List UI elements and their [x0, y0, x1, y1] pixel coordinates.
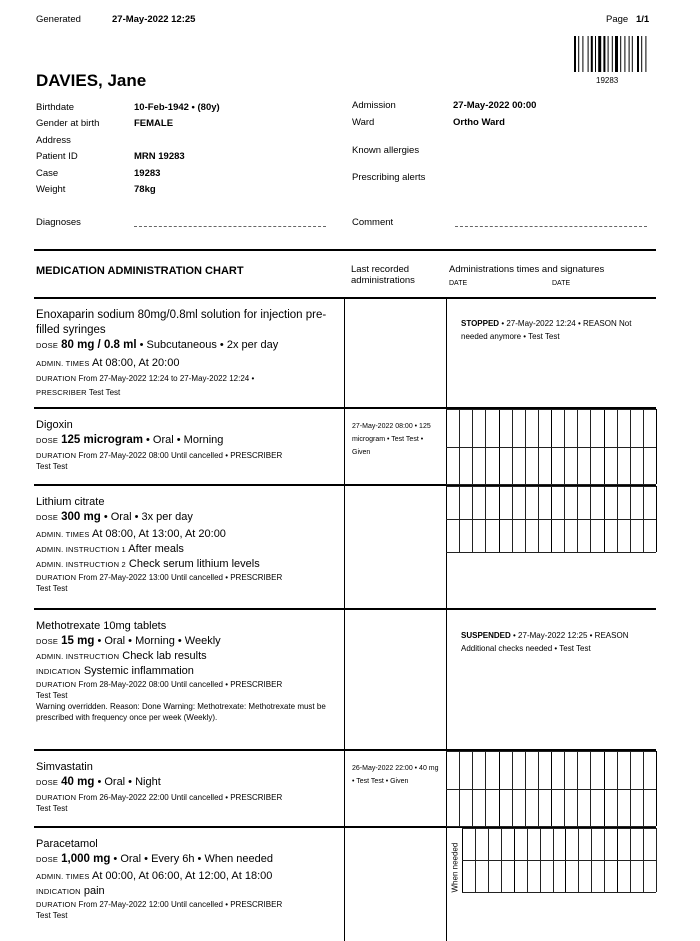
field-value: [134, 133, 220, 149]
indication-value: Systemic inflammation: [83, 665, 194, 677]
med-name: Simvastatin: [36, 761, 93, 773]
barcode-bar: [574, 36, 576, 72]
field-label: Birthdate: [36, 102, 75, 113]
duration-label: DURATION: [36, 451, 77, 460]
instruction-value: Check lab results: [122, 650, 207, 662]
grid-row-line: [446, 519, 656, 520]
med-name: Methotrexate 10mg tablets: [36, 620, 167, 632]
dose-label: DOSE: [36, 637, 59, 646]
instruction-value: After meals: [128, 543, 184, 555]
dose-label: DOSE: [36, 341, 59, 350]
admission-value: 27-May-2022 00:00: [453, 100, 537, 111]
prescriber-value: Test Test: [36, 462, 68, 471]
barcode-bar: [632, 36, 633, 72]
grid-row-line: [446, 484, 656, 485]
barcode-bar: [641, 36, 642, 72]
prescriber-value: Test Test: [36, 691, 68, 700]
field-value: 10-Feb-1942 • (80y): [134, 102, 220, 113]
dose-rest: • Oral • Every 6h • When needed: [113, 853, 273, 865]
dose-label: DOSE: [36, 778, 59, 787]
field-label: Patient ID: [36, 151, 78, 163]
instruction-value: Check serum lithium levels: [128, 558, 260, 570]
when-needed-label-box: [448, 836, 462, 896]
barcode-bar: [591, 36, 593, 72]
dose-label: DOSE: [36, 855, 59, 864]
dose-label: DOSE: [36, 436, 59, 445]
medication-block: [36, 837, 336, 921]
comment-line: [455, 226, 647, 227]
grid-column-line: [656, 486, 657, 552]
barcode-bar: [598, 36, 601, 72]
prescriber-value: Test Test: [36, 584, 68, 593]
dose-value: 300 mg: [61, 511, 101, 523]
diagnoses-line: [134, 226, 326, 227]
grid-row-line: [462, 860, 656, 861]
barcode-bar: [615, 36, 618, 72]
field-value: FEMALE: [134, 118, 174, 130]
barcode-bar: [612, 36, 613, 72]
duration-label: DURATION: [36, 680, 77, 689]
grid-row-line: [446, 751, 656, 752]
medication-block: [36, 418, 336, 472]
status-label: SUSPENDED: [461, 631, 511, 640]
admin-times-value: At 00:00, At 06:00, At 12:00, At 18:00: [91, 870, 273, 882]
indication-label: INDICATION: [36, 667, 81, 676]
instruction-label: ADMIN. INSTRUCTION 2: [36, 560, 126, 569]
page-value: 1/1: [636, 14, 650, 25]
alerts-label: Prescribing alerts: [352, 172, 426, 183]
grid-column-line: [656, 409, 657, 484]
page-label: Page: [606, 14, 629, 25]
duration-value: From 26-May-2022 22:00 Until cancelled • PRESCRIBER: [78, 793, 283, 802]
grid-row-line: [446, 409, 656, 410]
col-admin-header: Administrations times and signatures: [449, 264, 605, 275]
med-name: Enoxaparin sodium 80mg/0.8ml solution for injection pre-filled syringes: [36, 309, 327, 336]
last-administration: 26-May-2022 22:00 • 40 mg • Test Test • Given: [352, 765, 439, 785]
grid-row-line: [446, 552, 656, 553]
duration-value: From 27-May-2022 12:00 Until cancelled • PRESCRIBER: [78, 900, 283, 909]
admin-times-value: At 08:00, At 13:00, At 20:00: [91, 528, 226, 540]
status-text: • 27-May-2022 12:25 • REASON Additional checks needed • Test Test: [461, 631, 629, 653]
generated-label: Generated: [36, 14, 81, 25]
barcode-number: 19283: [596, 76, 619, 85]
diagnoses-label: Diagnoses: [36, 217, 81, 228]
status-note: [461, 629, 641, 655]
grid-row-line: [446, 789, 656, 790]
dose-label: DOSE: [36, 513, 59, 522]
field-value: 78kg: [134, 184, 156, 196]
dose-rest: • Subcutaneous • 2x per day: [139, 339, 279, 351]
barcode-bar: [595, 36, 596, 72]
medication-block: [36, 619, 336, 723]
duration-value: From 27-May-2022 12:24 to 27-May-2022 12:24 •: [78, 374, 255, 383]
dose-rest: • Oral • 3x per day: [103, 511, 193, 523]
grid-row-line: [462, 892, 656, 893]
duration-value: From 28-May-2022 08:00 Until cancelled • PRESCRIBER: [78, 680, 283, 689]
date-label: DATE: [552, 280, 571, 287]
patient-fields-left-values: [134, 100, 220, 198]
barcode-bar: [578, 36, 579, 72]
dose-value: 15 mg: [61, 635, 95, 647]
dose-rest: • Oral • Morning: [146, 434, 224, 446]
prescriber-value: Test Test: [36, 911, 68, 920]
field-label: Address: [36, 134, 71, 146]
admin-times-label: ADMIN. TIMES: [36, 359, 90, 368]
last-administration: 27-May-2022 08:00 • 125 microgram • Test Test • Given: [352, 423, 431, 456]
generated-value: 27-May-2022 12:25: [112, 14, 196, 25]
field-label: Gender at birth: [36, 118, 100, 130]
grid-column-line: [656, 828, 657, 892]
ward-value: Ortho Ward: [453, 117, 505, 128]
duration-value: From 27-May-2022 13:00 Until cancelled • PRESCRIBER: [78, 573, 283, 582]
row-rule: [34, 297, 656, 299]
col-divider: [344, 297, 345, 941]
barcode-bar: [645, 36, 646, 72]
admin-times-label: ADMIN. TIMES: [36, 530, 90, 539]
administration-grid[interactable]: [446, 409, 656, 484]
barcode: [574, 36, 656, 72]
dose-value: 125 microgram: [61, 434, 143, 446]
prescriber-value: Test Test: [88, 388, 121, 397]
status-text: • 27-May-2022 12:24 • REASON Not needed anymore • Test Test: [461, 319, 632, 341]
barcode-bar: [624, 36, 625, 72]
dose-value: 1,000 mg: [61, 853, 111, 865]
administration-grid[interactable]: [462, 828, 656, 892]
when-needed-label: When needed: [450, 842, 460, 893]
grid-row-line: [446, 447, 656, 448]
admin-times-label: ADMIN. TIMES: [36, 872, 90, 881]
barcode-bar: [582, 36, 583, 72]
administration-grid[interactable]: [446, 486, 656, 552]
patient-name: DAVIES, Jane: [36, 71, 147, 90]
dose-value: 40 mg: [61, 776, 95, 788]
prescriber-label: PRESCRIBER: [36, 388, 87, 397]
instruction-label: ADMIN. INSTRUCTION 1: [36, 545, 126, 554]
administration-grid[interactable]: [446, 751, 656, 826]
field-label: Weight: [36, 184, 66, 196]
indication-value: pain: [83, 885, 105, 897]
grid-row-line: [446, 486, 656, 487]
dose-value: 80 mg / 0.8 ml: [61, 339, 137, 351]
barcode-bar: [620, 36, 621, 72]
duration-label: DURATION: [36, 900, 77, 909]
med-name: Digoxin: [36, 419, 73, 431]
field-value: MRN 19283: [134, 151, 185, 163]
indication-label: INDICATION: [36, 887, 81, 896]
barcode-bar: [629, 36, 630, 72]
barcode-bar: [603, 36, 605, 72]
row-rule: [34, 608, 656, 610]
barcode-bar: [608, 36, 609, 72]
patient-fields-left-labels: [36, 100, 99, 198]
status-note: [461, 317, 641, 343]
grid-row-line: [446, 826, 656, 827]
duration-label: DURATION: [36, 374, 77, 383]
duration-label: DURATION: [36, 793, 77, 802]
date-label: DATE: [449, 280, 468, 287]
grid-row-line: [462, 828, 656, 829]
medication-block: [36, 308, 336, 398]
admission-label: Admission: [352, 100, 396, 111]
comment-label: Comment: [352, 217, 394, 228]
status-label: STOPPED: [461, 319, 500, 328]
med-name: Paracetamol: [36, 838, 98, 850]
instruction-label: ADMIN. INSTRUCTION: [36, 652, 120, 661]
grid-column-line: [656, 751, 657, 826]
chart-title: MEDICATION ADMINISTRATION CHART: [36, 265, 244, 277]
medication-block: [36, 760, 336, 814]
duration-label: DURATION: [36, 573, 77, 582]
warning-text: Warning overridden. Reason: Done Warning: Methotrexate: Methotrexate must be prescribed with frequency once per week (Weekly).: [36, 702, 326, 722]
dose-rest: • Oral • Night: [97, 776, 161, 788]
col-divider: [446, 297, 447, 941]
med-name: Lithium citrate: [36, 496, 105, 508]
field-label: Case: [36, 167, 59, 179]
prescriber-value: Test Test: [36, 804, 68, 813]
field-value: 19283: [134, 167, 161, 179]
chart-top-rule: [34, 249, 656, 251]
duration-value: From 27-May-2022 08:00 Until cancelled • PRESCRIBER: [78, 451, 283, 460]
col-last-header: Last recorded administrations: [351, 264, 415, 286]
allergies-label: Known allergies: [352, 145, 420, 156]
admin-times-value: At 08:00, At 20:00: [91, 357, 180, 369]
medication-block: [36, 495, 336, 594]
barcode-bar: [637, 36, 639, 72]
dose-rest: • Oral • Morning • Weekly: [97, 635, 221, 647]
ward-label: Ward: [352, 117, 375, 128]
barcode-bar: [588, 36, 589, 72]
